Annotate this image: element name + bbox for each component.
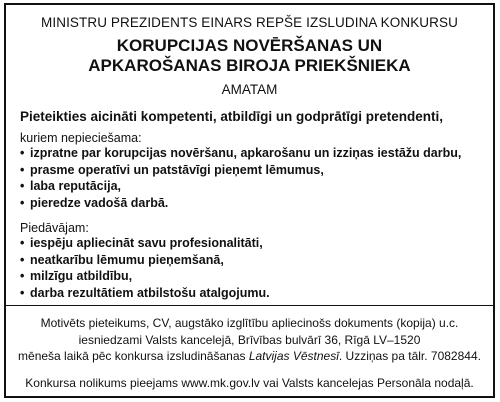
list-item [20, 285, 485, 302]
offers-list [20, 235, 485, 301]
header-line: MINISTRU PREZIDENTS EINARS REPŠE IZSLUDINA KONKURSU [41, 15, 458, 30]
footer-line-3-start: mēneša laikā pēc konkursa izsludināšanas [18, 349, 249, 363]
subtitle: AMATAM [221, 82, 278, 97]
list-item-text: iespēju apliecināt savu profesionalitāti, [30, 236, 263, 250]
title-line-2: APKAROŠANAS BIROJA PRIEKŠNIEKA [88, 56, 411, 75]
list-item-text: darba rezultātiem atbilstošu atalgojumu. [30, 285, 270, 300]
list-item-text: milzīgu atbildību, [30, 269, 133, 283]
footer [6, 315, 493, 391]
requirements-list [20, 145, 485, 211]
requirements-label: kuriem nepieciešama: [20, 131, 142, 145]
bullet-icon: • [20, 236, 25, 250]
list-item [20, 268, 485, 285]
list-item [20, 178, 485, 195]
list-item [20, 145, 485, 162]
list-item [20, 162, 485, 179]
list-item-text: laba reputācija, [30, 179, 122, 193]
bullet-icon: • [20, 179, 25, 193]
divider [6, 305, 493, 306]
footer-line-3-end: . Uzziņas pa tālr. 7082844. [338, 349, 481, 363]
bullet-icon: • [20, 146, 25, 160]
list-item-text: izpratne par korupcijas novēršanu, apkarošanu un izziņas iestāžu darbu, [30, 146, 462, 160]
bullet-icon: • [20, 252, 25, 267]
list-item [20, 195, 485, 212]
job-advertisement [4, 3, 495, 398]
list-item-text: pieredze vadošā darbā. [30, 195, 169, 210]
newspaper-name: Latvijas Vēstnesī [248, 349, 339, 363]
offers-section [6, 221, 493, 301]
bullet-icon: • [20, 162, 25, 177]
requirements-section [6, 131, 493, 211]
offers-label: Piedāvājam: [20, 221, 89, 235]
footer-line-2: iesniedzami Valsts kancelejā, Brīvības bulvārī 36, Rīgā LV–1520 [78, 332, 421, 347]
intro-text: Pieteikties aicināti kompetenti, atbildīgi un godprātīgi pretendenti, [20, 109, 444, 124]
position-title [6, 36, 493, 76]
list-item [20, 235, 485, 252]
list-item-text: prasme operatīvi un patstāvīgi pieņemt lēmumus, [30, 162, 324, 177]
bullet-icon: • [20, 195, 25, 210]
bullet-icon: • [20, 269, 25, 283]
title-line-1: KORUPCIJAS NOVĒRŠANAS UN [116, 36, 383, 55]
footer-line-4: Konkursa nolikums pieejams www.mk.gov.lv vai Valsts kancelejas Personāla nodaļā. [25, 375, 474, 390]
list-item [20, 252, 485, 269]
footer-line-1: Motivēts pieteikums, CV, augstāko izglītību apliecinošs dokuments (kopija) u.c. [40, 316, 459, 330]
footer-line-3 [6, 348, 493, 365]
list-item-text: neatkarību lēmumu pieņemšanā, [30, 252, 224, 267]
bullet-icon: • [20, 285, 25, 300]
